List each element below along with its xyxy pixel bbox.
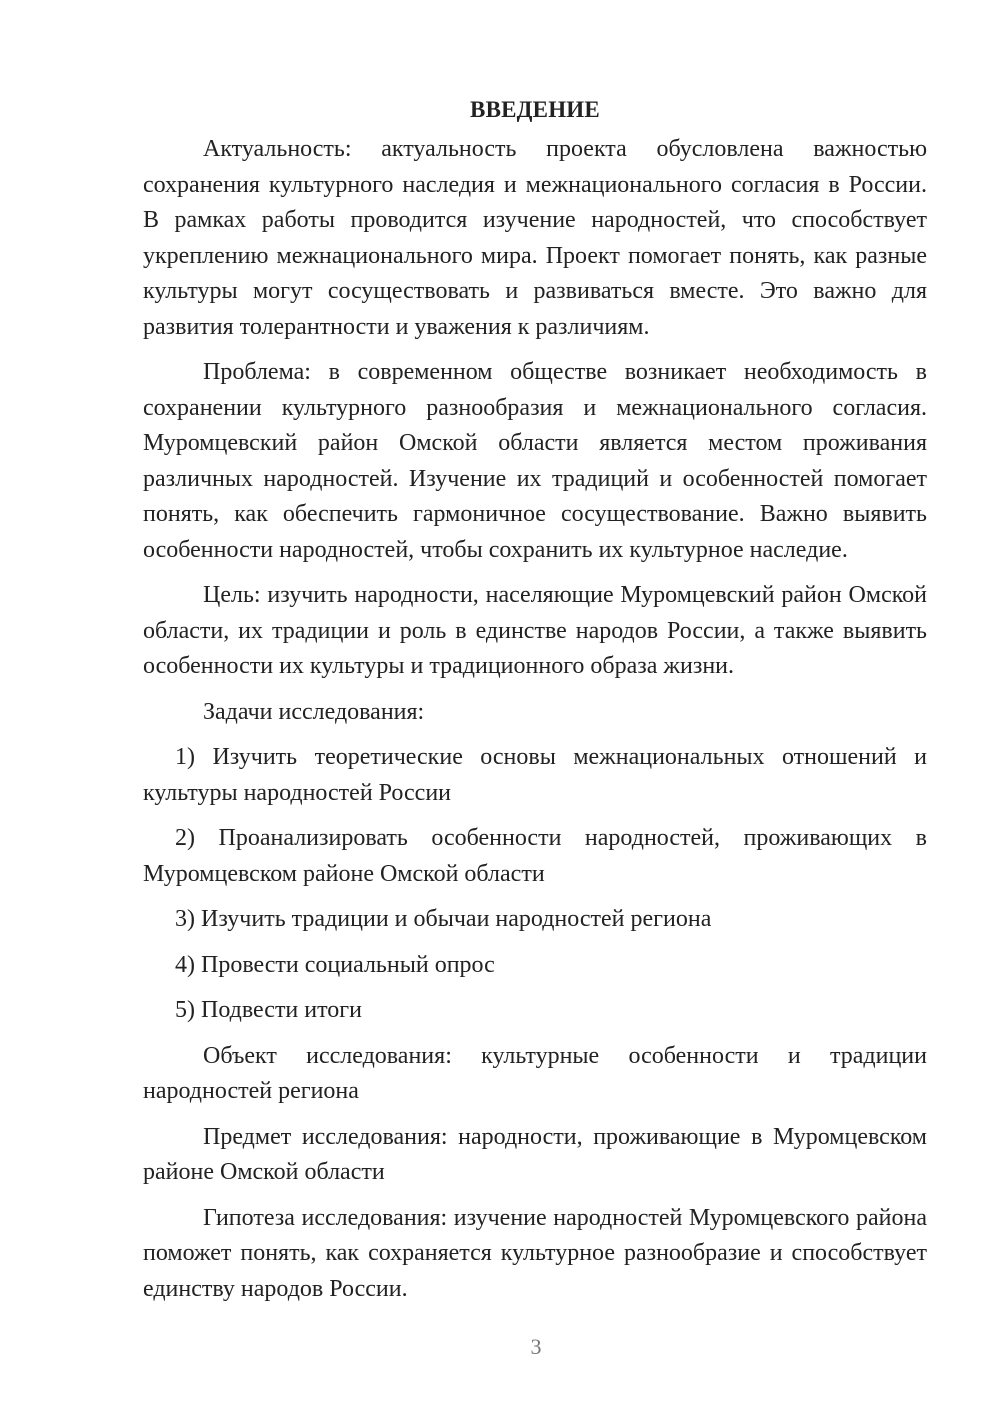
- page-content: [143, 92, 927, 1317]
- task-item-5: 5) Подвести итоги: [175, 997, 362, 1023]
- section-title: ВВЕДЕНИЕ: [470, 97, 600, 122]
- tasks-heading: Задачи исследования:: [203, 698, 425, 725]
- task-item-4: 4) Провести социальный опрос: [175, 951, 495, 978]
- hypothesis-paragraph: Гипотеза исследования: изучение народностей Муромцевского района поможет понять, как сохраняется культурное разнообразие и способствует единству народов России.: [143, 1204, 927, 1302]
- task-item-3: 3) Изучить традиции и обычаи народностей региона: [175, 906, 712, 932]
- goal-paragraph: Цель: изучить народности, населяющие Муромцевский район Омской области, их традиции и роль в единстве народов России, а также выявить особенности их культуры и традиционного образа жизни.: [143, 582, 927, 679]
- task-item-1: 1) Изучить теоретические основы межнациональных отношений и культуры народностей России: [143, 744, 927, 806]
- object-paragraph: Объект исследования: культурные особенности и традиции народностей региона: [143, 1042, 927, 1104]
- relevance-paragraph: Актуальность: актуальность проекта обусловлена важностью сохранения культурного наследия и межнационального согласия в России. В рамках работы проводится изучение народностей, что способствует укреплению межнационального мира. Проект помогает понять, как разные культуры могут сосуществовать и развиваться вместе. Это важно для развития толерантности и уважения к различиям.: [143, 136, 927, 340]
- page-number: 3: [530, 1334, 542, 1359]
- subject-paragraph: Предмет исследования: народности, проживающие в Муромцевском районе Омской области: [143, 1123, 927, 1185]
- task-item-2: 2) Проанализировать особенности народностей, проживающих в Муромцевском районе Омской области: [143, 825, 927, 887]
- problem-paragraph: Проблема: в современном обществе возникает необходимость в сохранении культурного разнообразия и межнационального согласия. Муромцевский район Омской области является местом проживания различных народностей. Изучение их традиций и особенностей помогает понять, как обеспечить гармоничное сосуществование. Важно выявить особенности народностей, чтобы сохранить их культурное наследие.: [143, 359, 927, 563]
